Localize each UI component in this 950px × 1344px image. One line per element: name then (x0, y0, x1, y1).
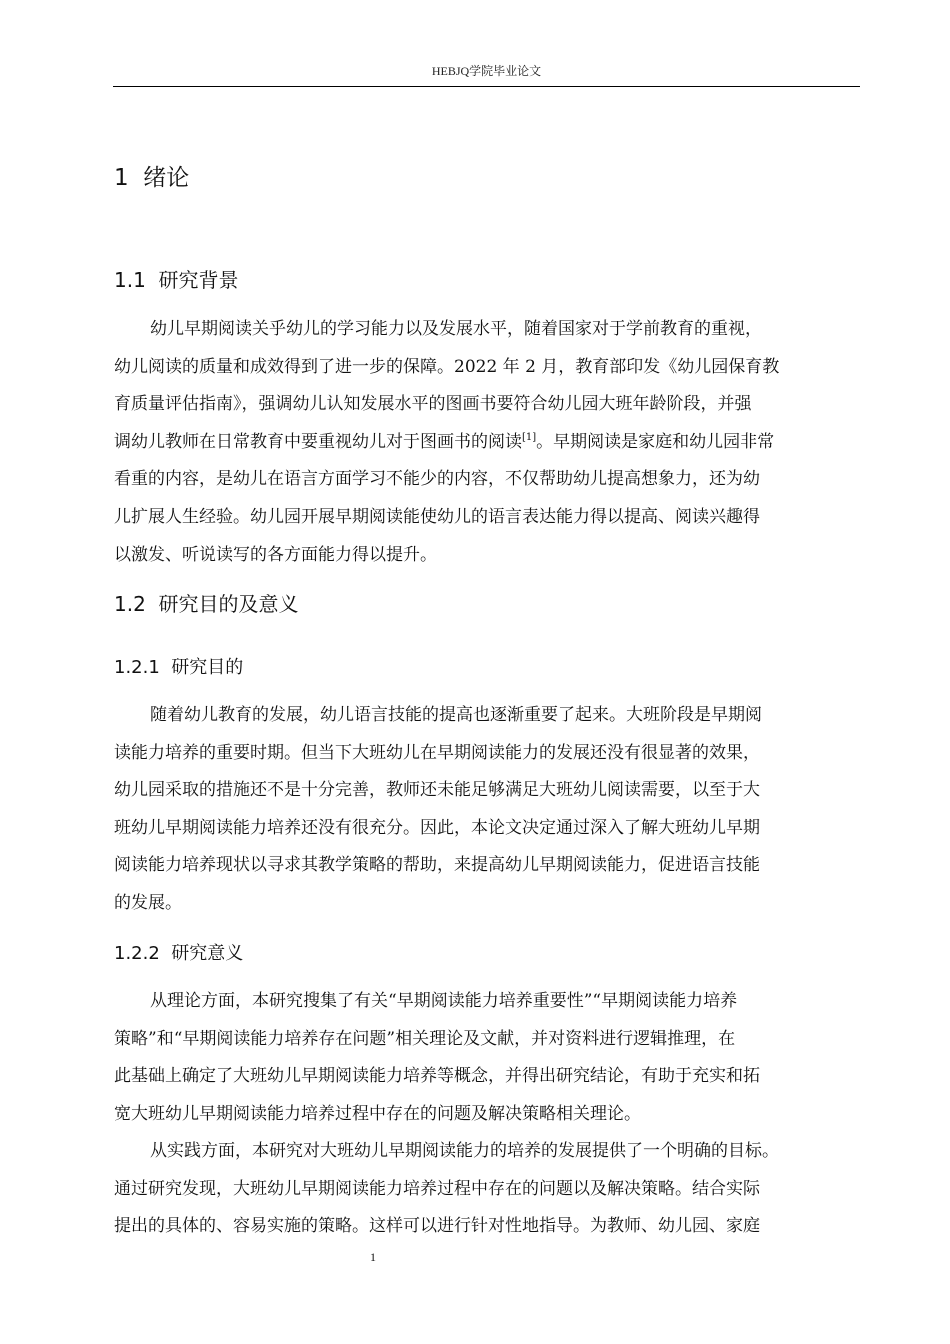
page-number: 1 (370, 1250, 376, 1264)
section-heading-1-2: 1.2 研究目的及意义 (114, 592, 299, 616)
text-line: 从实践方面，本研究对大班幼儿早期阅读能力的培养的发展提供了一个明确的目标。 (150, 1141, 779, 1161)
text-segment: 调幼儿教师在日常教育中要重视幼儿对于图画书的阅读 (114, 431, 522, 452)
text-line: 幼儿阅读的质量和成效得到了进一步的保障。2022 年 2 月，教育部印发《幼儿园保育教 (114, 356, 780, 377)
text-line: 儿扩展人生经验。幼儿园开展早期阅读能使幼儿的语言表达能力得以提高、阅读兴趣得 (114, 506, 760, 527)
paragraph-significance-theory (114, 983, 874, 1133)
text-segment: 。早期阅读是家庭和幼儿园非常 (536, 431, 775, 452)
text-line: 以激发、听说读写的各方面能力得以提升。 (114, 544, 437, 565)
text-line: 读能力培养的重要时期。但当下大班幼儿在早期阅读能力的发展还没有很显著的效果， (114, 742, 760, 763)
running-header: HEBJQ学院毕业论文 (431, 64, 542, 78)
text-line: 从理论方面，本研究搜集了有关“早期阅读能力培养重要性”“早期阅读能力培养 (150, 991, 738, 1011)
subsection-heading-1-2-2: 1.2.2 研究意义 (114, 943, 244, 964)
text-line: 通过研究发现，大班幼儿早期阅读能力培养过程中存在的问题以及解决策略。结合实际 (114, 1178, 760, 1199)
paragraph-background (114, 311, 874, 574)
subsection-heading-1-2-1: 1.2.1 研究目的 (114, 657, 244, 678)
text-line: 幼儿早期阅读关乎幼儿的学习能力以及发展水平，随着国家对于学前教育的重视， (150, 319, 762, 339)
text-line-with-citation (114, 424, 874, 462)
header-divider (113, 86, 860, 87)
text-line: 宽大班幼儿早期阅读能力培养过程中存在的问题及解决策略相关理论。 (114, 1103, 641, 1124)
text-line: 此基础上确定了大班幼儿早期阅读能力培养等概念，并得出研究结论，有助于充实和拓 (114, 1066, 760, 1087)
paragraph-significance-practice (114, 1133, 874, 1246)
text-line: 阅读能力培养现状以寻求其教学策略的帮助，来提高幼儿早期阅读能力，促进语言技能 (114, 855, 760, 876)
text-line: 看重的内容，是幼儿在语言方面学习不能少的内容，不仅帮助幼儿提高想象力，还为幼 (114, 469, 760, 490)
section-heading-1-1: 1.1 研究背景 (114, 268, 239, 292)
text-line: 幼儿园采取的措施还不是十分完善，教师还未能足够满足大班幼儿阅读需要，以至于大 (114, 780, 760, 801)
citation-mark: [1] (522, 431, 537, 443)
paragraph-purpose (114, 697, 874, 923)
text-line: 提出的具体的、容易实施的策略。这样可以进行针对性地指导。为教师、幼儿园、家庭 (114, 1216, 760, 1237)
text-line: 随着幼儿教育的发展，幼儿语言技能的提高也逐渐重要了起来。大班阶段是早期阅 (150, 705, 762, 725)
text-line: 策略”和“早期阅读能力培养存在问题”相关理论及文献，并对资料进行逻辑推理，在 (114, 1028, 736, 1049)
text-line: 育质量评估指南》，强调幼儿认知发展水平的图画书要符合幼儿园大班年龄阶段，并强 (114, 394, 752, 415)
text-line: 班幼儿早期阅读能力培养还没有很充分。因此，本论文决定通过深入了解大班幼儿早期 (114, 817, 760, 838)
chapter-heading: 1 绪论 (114, 165, 190, 191)
text-line: 的发展。 (114, 892, 182, 913)
